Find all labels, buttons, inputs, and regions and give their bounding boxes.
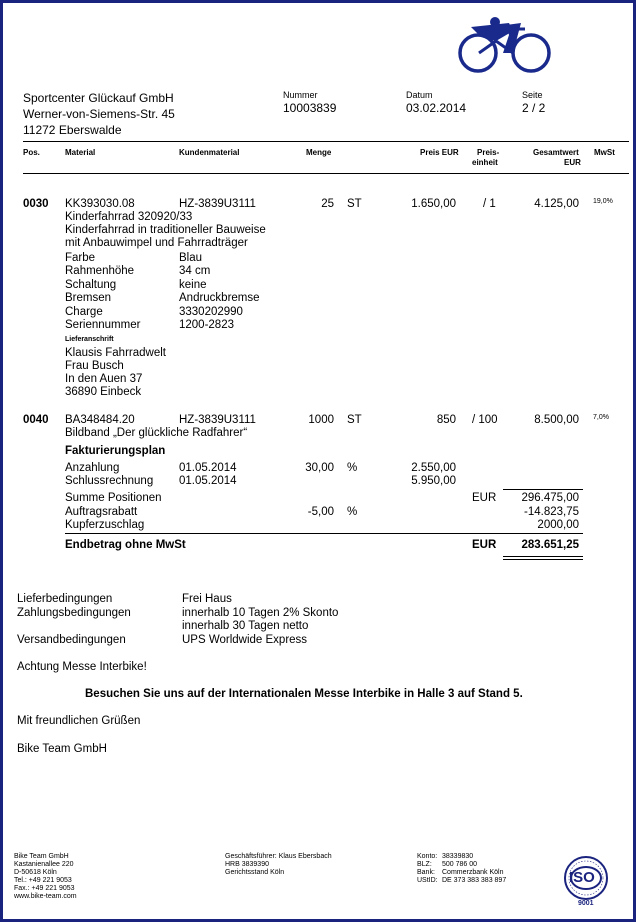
lieferanschrift-line: Frau Busch xyxy=(65,360,124,372)
faktura-row-date: 01.05.2014 xyxy=(179,462,237,474)
greeting: Mit freundlichen Grüßen xyxy=(17,715,141,727)
item1-gesamt: 4.125,00 xyxy=(534,198,579,210)
faktura-row-unit: % xyxy=(347,462,358,474)
attr-value: Blau xyxy=(179,252,203,264)
item2-gesamt: 8.500,00 xyxy=(534,414,579,426)
attr-key: Bremsen xyxy=(65,292,112,304)
col-gesamtwert-2: EUR xyxy=(564,158,581,167)
col-kundenmaterial: Kundenmaterial xyxy=(179,148,240,157)
datum-label: Datum xyxy=(406,90,433,100)
item1-desc-2: Kinderfahrrad in traditioneller Bauweise xyxy=(65,224,266,236)
faktura-row-label: Schlussrechnung xyxy=(65,475,154,487)
item2-kundenmaterial: HZ-3839U3111 xyxy=(179,414,256,426)
sender-city: 11272 Eberswalde xyxy=(23,123,122,137)
lieferanschrift-label: Lieferanschrift xyxy=(65,336,114,343)
item2-einheit: ST xyxy=(347,414,362,426)
footer-address-line: Tel.: +49 221 9053 xyxy=(14,877,72,884)
versand-label: Versandbedingungen xyxy=(17,634,126,646)
footer-address-line: Bike Team GmbH xyxy=(14,853,69,860)
sender-name: Sportcenter Glückauf GmbH xyxy=(23,91,174,105)
lieferanschrift-line: 36890 Einbeck xyxy=(65,386,142,398)
item1-menge: 25 xyxy=(321,198,334,210)
col-mwst: MwSt xyxy=(594,148,615,157)
footer-bank-value: 38339830 xyxy=(442,853,474,860)
attr-value: Andruckbremse xyxy=(179,292,260,304)
item1-material: KK393030.08 xyxy=(65,198,135,210)
faktura-row-amount: 5.950,00 xyxy=(411,475,456,487)
col-material: Material xyxy=(65,148,96,157)
zahlung-value-1: innerhalb 10 Tagen 2% Skonto xyxy=(182,607,339,619)
nummer-label: Nummer xyxy=(283,90,318,100)
attr-value: 1200-2823 xyxy=(179,319,234,331)
attr-key: Farbe xyxy=(65,252,96,264)
item2-desc: Bildband „Der glückliche Radfahrer“ xyxy=(65,427,248,439)
footer-bank-value: DE 373 383 383 897 xyxy=(442,877,507,884)
cyclist-logo-icon xyxy=(451,15,556,75)
col-gesamtwert: Gesamtwert xyxy=(533,148,579,157)
attr-value: 34 cm xyxy=(179,265,211,277)
datum-value: 03.02.2014 xyxy=(406,101,467,115)
seite-value: 2 / 2 xyxy=(522,101,546,115)
attr-value: keine xyxy=(179,279,207,291)
item1-desc-1: Kinderfahrrad 320920/33 xyxy=(65,211,193,223)
iso-9001-seal xyxy=(555,852,617,914)
footer-bank-key: Konto: xyxy=(417,853,438,860)
summe-value: 296.475,00 xyxy=(521,492,579,504)
endbetrag-currency: EUR xyxy=(472,539,497,551)
rabatt-label: Auftragsrabatt xyxy=(65,506,138,518)
rabatt-pct: -5,00 xyxy=(307,506,334,518)
faktura-row-label: Anzahlung xyxy=(65,462,120,474)
rabatt-value: -14.823,75 xyxy=(524,506,579,518)
achtung-note: Achtung Messe Interbike! xyxy=(17,661,147,673)
summe-currency: EUR xyxy=(472,492,497,504)
versand-value: UPS Worldwide Express xyxy=(182,634,308,646)
header-top-line xyxy=(23,141,629,142)
footer-bank-value: Commerzbank Köln xyxy=(442,869,504,876)
liefer-label: Lieferbedingungen xyxy=(17,593,113,605)
col-preiseinheit-2: einheit xyxy=(472,158,498,167)
footer-legal-line: HRB 3839390 xyxy=(225,861,269,868)
rabatt-unit: % xyxy=(347,506,358,518)
faktura-row-pct: 30,00 xyxy=(305,462,334,474)
iso-text: ISO xyxy=(569,869,595,886)
item2-mwst: 7,0% xyxy=(593,414,609,421)
item1-desc-3: mit Anbauwimpel und Fahrradträger xyxy=(65,237,248,249)
footer-bank-key: UStID: xyxy=(417,877,438,884)
faktura-row-amount: 2.550,00 xyxy=(411,462,456,474)
kupfer-value: 2000,00 xyxy=(537,519,579,531)
footer-bank-key: BLZ: xyxy=(417,861,432,868)
attr-key: Schaltung xyxy=(65,279,117,291)
seite-label: Seite xyxy=(522,90,543,100)
item1-preiseinheit: / 1 xyxy=(483,198,496,210)
footer-website: www.bike-team.com xyxy=(14,893,77,900)
messe-note: Besuchen Sie uns auf der Internationalen Messe Interbike in Halle 3 auf Stand 5. xyxy=(85,688,523,700)
item2-pos: 0040 xyxy=(23,414,49,426)
item1-pos: 0030 xyxy=(23,198,49,210)
attr-value: 3330202990 xyxy=(179,306,243,318)
sender-street: Werner-von-Siemens-Str. 45 xyxy=(23,107,175,121)
iso-number: 9001 xyxy=(578,900,594,907)
item2-preiseinheit: / 100 xyxy=(472,414,498,426)
footer-bank-value: 500 786 00 xyxy=(442,861,478,868)
liefer-value: Frei Haus xyxy=(182,593,232,605)
endbetrag-underline-1 xyxy=(503,556,583,557)
company-signature: Bike Team GmbH xyxy=(17,743,107,755)
lieferanschrift-line: Klausis Fahrradwelt xyxy=(65,347,166,359)
item1-kundenmaterial: HZ-3839U3111 xyxy=(179,198,256,210)
col-preiseinheit: Preis- xyxy=(477,148,500,157)
endbetrag-top-line xyxy=(65,533,583,534)
footer-bank-key: Bank: xyxy=(417,869,435,876)
col-menge: Menge xyxy=(306,148,332,157)
footer-address-line: Fax.: +49 221 9053 xyxy=(14,885,75,892)
footer-legal-line: Geschäftsführer: Klaus Ebersbach xyxy=(225,853,332,860)
endbetrag-label: Endbetrag ohne MwSt xyxy=(65,539,186,551)
item2-menge: 1000 xyxy=(308,414,334,426)
attr-key: Rahmenhöhe xyxy=(65,265,135,277)
nummer-value: 10003839 xyxy=(283,101,337,115)
faktura-row-date: 01.05.2014 xyxy=(179,475,237,487)
zahlung-label: Zahlungsbedingungen xyxy=(17,607,131,619)
item2-preis: 850 xyxy=(436,414,456,426)
item1-einheit: ST xyxy=(347,198,362,210)
faktura-title: Fakturierungsplan xyxy=(65,445,166,457)
zahlung-value-2: innerhalb 30 Tagen netto xyxy=(182,620,309,632)
item1-mwst: 19,0% xyxy=(593,198,613,205)
header-bottom-line xyxy=(23,173,629,174)
footer-address-line: D-50618 Köln xyxy=(14,869,57,876)
col-pos: Pos. xyxy=(23,148,40,157)
kupfer-label: Kupferzuschlag xyxy=(65,519,145,531)
item2-material: BA348484.20 xyxy=(65,414,135,426)
attr-key: Seriennummer xyxy=(65,319,141,331)
summe-line xyxy=(503,489,583,490)
item1-preis: 1.650,00 xyxy=(411,198,456,210)
col-preis: Preis EUR xyxy=(420,148,459,157)
lieferanschrift-line: In den Auen 37 xyxy=(65,373,143,385)
footer-address-line: Kastanienallee 220 xyxy=(14,861,74,868)
attr-key: Charge xyxy=(65,306,103,318)
footer-legal-line: Gerichtsstand Köln xyxy=(225,869,285,876)
summe-label: Summe Positionen xyxy=(65,492,162,504)
endbetrag-underline-2 xyxy=(503,559,583,560)
endbetrag-value: 283.651,25 xyxy=(521,539,579,551)
